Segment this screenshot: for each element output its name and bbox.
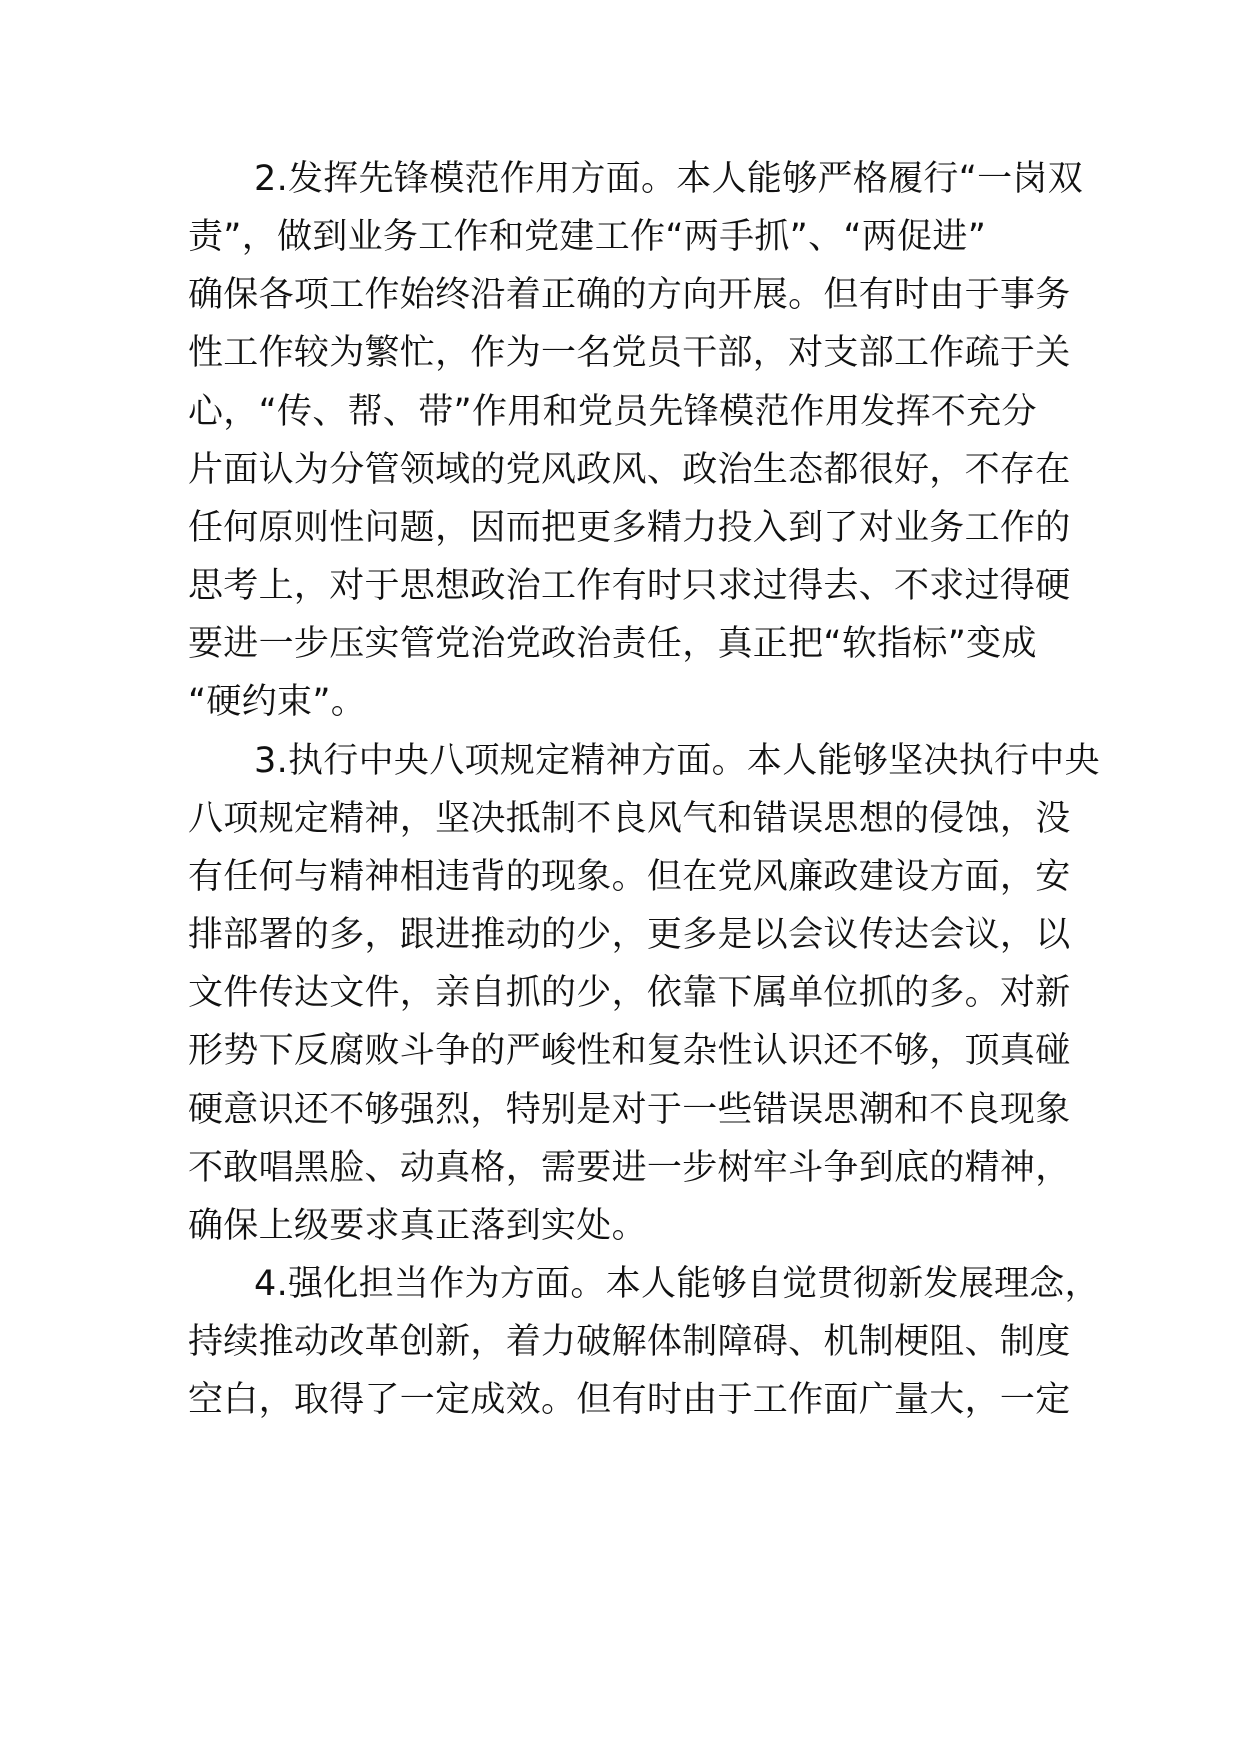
text-line: 不敢唱黑脸、动真格，需要进一步树牢斗争到底的精神， bbox=[188, 1148, 1071, 1188]
text-line: 心，“传、帮、带”作用和党员先锋模范作用发挥不充分 bbox=[188, 392, 1037, 432]
text-line: 持续推动改革创新，着力破解体制障碍、机制梗阻、制度 bbox=[188, 1322, 1071, 1362]
text-line: 确保上级要求真正落到实处。 bbox=[188, 1206, 647, 1246]
text-line: 要进一步压实管党治党政治责任，真正把“软指标”变成 bbox=[188, 624, 1037, 664]
text-line: 片面认为分管领域的党风政风、政治生态都很好，不存在 bbox=[188, 450, 1071, 490]
text-line: 形势下反腐败斗争的严峻性和复杂性认识还不够，顶真碰 bbox=[188, 1031, 1071, 1071]
text-line: 任何原则性问题，因而把更多精力投入到了对业务工作的 bbox=[188, 508, 1071, 548]
text-line: 空白，取得了一定成效。但有时由于工作面广量大，一定 bbox=[188, 1380, 1071, 1420]
text-line: 责”，做到业务工作和党建工作“两手抓”、“两促进” bbox=[188, 217, 987, 257]
text-line: 确保各项工作始终沿着正确的方向开展。但有时由于事务 bbox=[188, 275, 1071, 315]
text-line: 2.发挥先锋模范作用方面。本人能够严格履行“一岗双 bbox=[254, 159, 1084, 199]
text-line: 4.强化担当作为方面。本人能够自觉贯彻新发展理念， bbox=[254, 1264, 1100, 1304]
text-line: 八项规定精神，坚决抵制不良风气和错误思想的侵蚀，没 bbox=[188, 799, 1071, 839]
text-line: “硬约束”。 bbox=[188, 682, 367, 722]
text-line: 硬意识还不够强烈，特别是对于一些错误思潮和不良现象 bbox=[188, 1090, 1071, 1130]
text-line: 排部署的多，跟进推动的少，更多是以会议传达会议，以 bbox=[188, 915, 1071, 955]
text-line: 性工作较为繁忙，作为一名党员干部，对支部工作疏于关 bbox=[188, 333, 1071, 373]
text-line: 文件传达文件，亲自抓的少，依靠下属单位抓的多。对新 bbox=[188, 973, 1071, 1013]
text-line: 思考上，对于思想政治工作有时只求过得去、不求过得硬 bbox=[188, 566, 1071, 606]
text-line: 有任何与精神相违背的现象。但在党风廉政建设方面，安 bbox=[188, 857, 1071, 897]
text-line: 3.执行中央八项规定精神方面。本人能够坚决执行中央 bbox=[254, 741, 1100, 781]
